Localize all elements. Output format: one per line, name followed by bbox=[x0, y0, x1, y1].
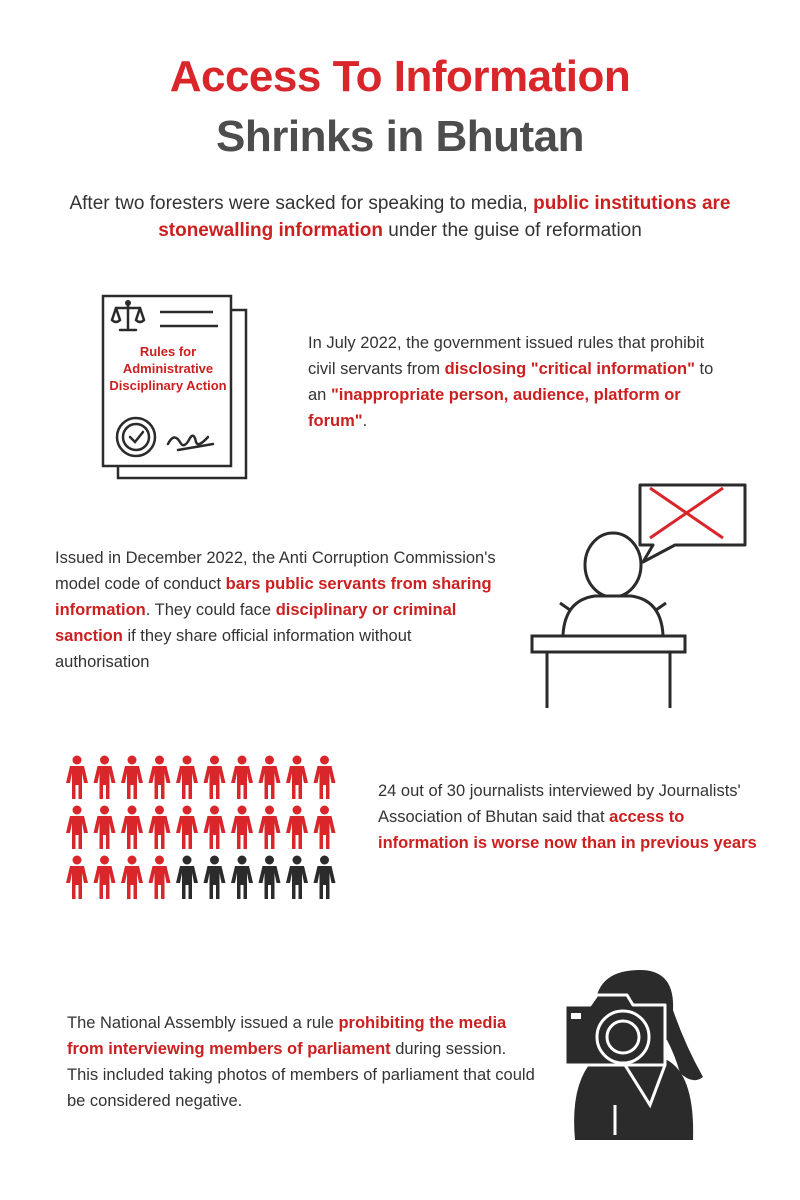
s4-bold-1: prohibiting the media from interviewing members of parliament bbox=[67, 1014, 507, 1058]
journalist-worse-icon bbox=[176, 806, 198, 850]
section-1-text bbox=[308, 330, 728, 434]
s1-text-3: . bbox=[362, 412, 368, 430]
journalist-other-icon bbox=[176, 856, 198, 900]
speech-bubble-x-icon bbox=[640, 485, 745, 562]
journalist-worse-icon bbox=[94, 856, 116, 900]
title-line-2: Shrinks in Bhutan bbox=[216, 112, 584, 161]
journalist-worse-icon bbox=[176, 756, 198, 800]
subtitle-text-pre: After two foresters were sacked for speaking to media, bbox=[69, 193, 534, 214]
document-label: Rules for Administrative Disciplinary Action bbox=[109, 344, 227, 393]
subtitle-emphasis: public institutions are stonewalling information bbox=[158, 193, 731, 241]
journalist-other-icon bbox=[204, 856, 226, 900]
s1-bold-2: "inappropriate person, audience, platform or forum" bbox=[308, 386, 681, 430]
s2-text-3: if they share official information without authorisation bbox=[55, 627, 412, 671]
journalist-worse-icon bbox=[204, 756, 226, 800]
s3-bold-1: access to information is worse now than in previous years bbox=[378, 808, 757, 852]
journalist-worse-icon bbox=[121, 756, 143, 800]
journalist-worse-icon bbox=[259, 756, 281, 800]
s2-text-2: . They could face bbox=[145, 601, 276, 619]
journalist-worse-icon bbox=[286, 806, 308, 850]
section-2-text bbox=[55, 545, 500, 675]
s2-bold-1: bars public servants from sharing information bbox=[55, 575, 492, 619]
journalist-worse-icon bbox=[149, 856, 171, 900]
s2-text-1: Issued in December 2022, the Anti Corruption Commission's model code of conduct bbox=[55, 549, 496, 593]
section-4-text bbox=[67, 1010, 537, 1114]
journalist-worse-icon bbox=[121, 806, 143, 850]
journalist-worse-icon bbox=[286, 756, 308, 800]
journalist-other-icon bbox=[231, 856, 253, 900]
s1-text-2: to an bbox=[308, 360, 714, 404]
s1-bold-1: disclosing "critical information" bbox=[444, 360, 695, 378]
journalist-other-icon bbox=[314, 856, 336, 900]
journalist-worse-icon bbox=[314, 756, 336, 800]
journalist-worse-icon bbox=[204, 806, 226, 850]
journalist-other-icon bbox=[259, 856, 281, 900]
photographer-icon bbox=[555, 965, 715, 1140]
journalist-worse-icon bbox=[231, 806, 253, 850]
journalist-worse-icon bbox=[66, 856, 88, 900]
s2-bold-2: disciplinary or criminal sanction bbox=[55, 601, 457, 645]
section-3-text bbox=[378, 778, 773, 856]
journalist-worse-icon bbox=[259, 806, 281, 850]
journalist-worse-icon bbox=[149, 806, 171, 850]
journalist-worse-icon bbox=[66, 756, 88, 800]
journalist-worse-icon bbox=[94, 806, 116, 850]
s3-text-1: 24 out of 30 journalists interviewed by Journalists' Association of Bhutan said that bbox=[378, 782, 741, 826]
s4-text-1: The National Assembly issued a rule bbox=[67, 1014, 339, 1032]
journalist-worse-icon bbox=[121, 856, 143, 900]
journalist-other-icon bbox=[286, 856, 308, 900]
journalist-worse-icon bbox=[314, 806, 336, 850]
subtitle-text-post: under the guise of reformation bbox=[383, 220, 642, 241]
subtitle bbox=[20, 190, 780, 244]
journalist-worse-icon bbox=[94, 756, 116, 800]
silenced-speaker-icon bbox=[525, 480, 755, 712]
journalist-worse-icon bbox=[66, 806, 88, 850]
journalist-worse-icon bbox=[149, 756, 171, 800]
person-at-desk-icon bbox=[532, 533, 685, 708]
s4-text-2: during session. This included taking photos of members of parliament that could be considered negative. bbox=[67, 1040, 535, 1110]
title-line-1: Access To Information bbox=[169, 52, 631, 101]
journalist-worse-icon bbox=[231, 756, 253, 800]
journalist-pictogram bbox=[66, 755, 346, 903]
s1-text-1: In July 2022, the government issued rules that prohibit civil servants from bbox=[308, 334, 705, 378]
